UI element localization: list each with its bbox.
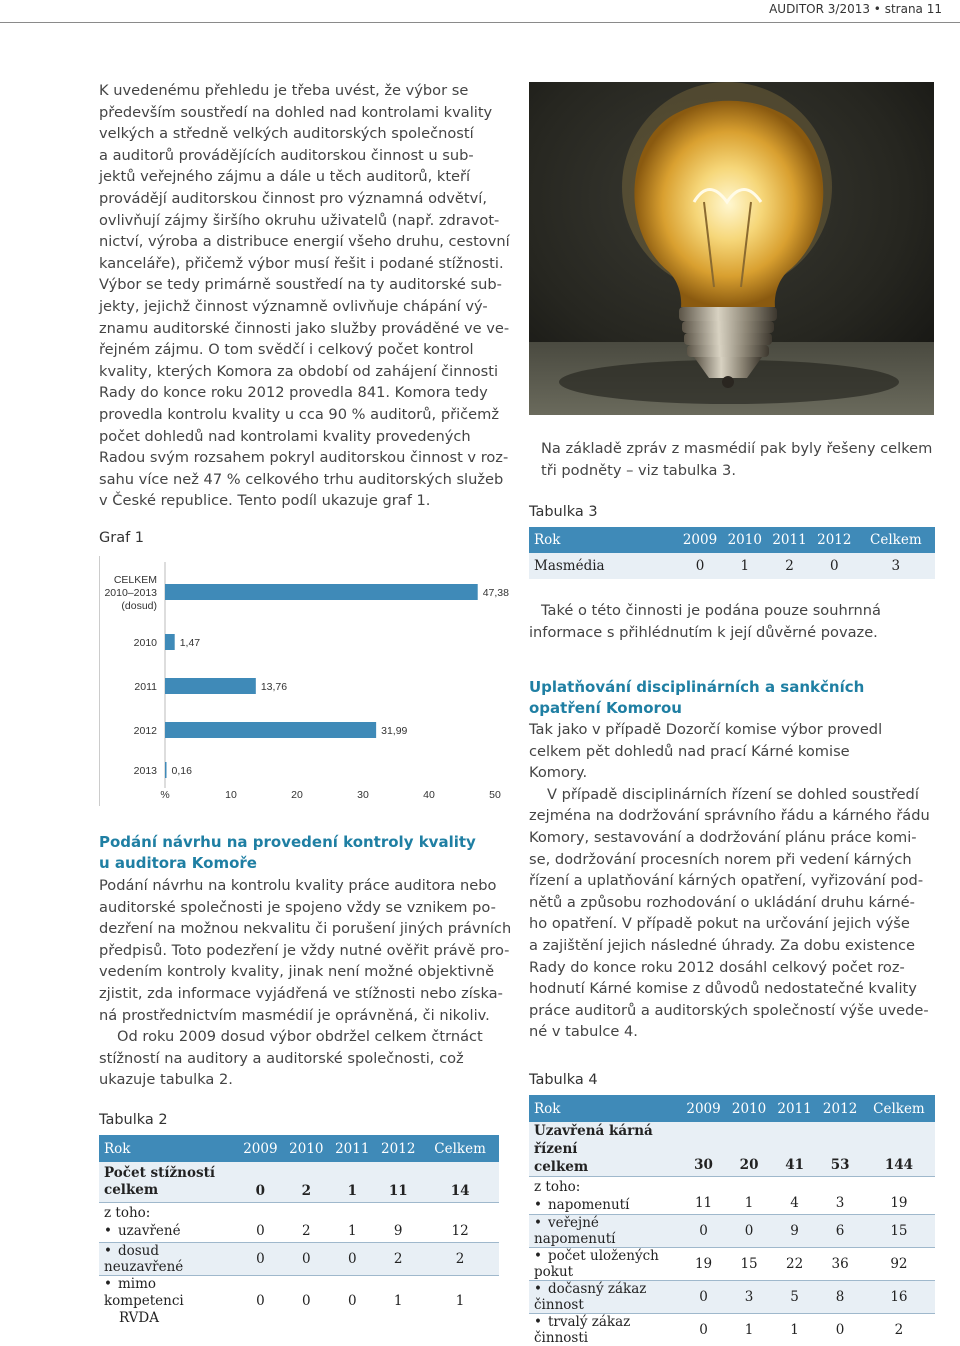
cell: 2 xyxy=(375,1242,421,1275)
cell: 15 xyxy=(726,1248,772,1281)
cell: 2 xyxy=(283,1202,329,1242)
table-row xyxy=(99,1275,499,1327)
x-tick-label: 40 xyxy=(423,789,435,801)
table3 xyxy=(529,527,935,579)
table4-col-rok: Rok xyxy=(529,1095,681,1122)
row-label: • trvalý zákaz činnosti xyxy=(529,1314,681,1346)
cell: 1 xyxy=(726,1314,772,1346)
table3-note: Také o této činnosti je podána pouze souhrnná informace s přihlédnutím k její důvěrné povaze. xyxy=(529,600,951,643)
row-label: Uzavřená kárná řízení celkem xyxy=(529,1122,681,1177)
cell: 11 xyxy=(375,1162,421,1202)
table3-col-celkem: Celkem xyxy=(857,527,935,553)
cell: 2 xyxy=(863,1314,935,1346)
table-row xyxy=(529,1122,935,1177)
cell: 144 xyxy=(863,1122,935,1177)
cell: 3 xyxy=(857,553,935,579)
bar-chart xyxy=(99,556,519,806)
category-label: 2011 xyxy=(134,681,157,693)
cell: 41 xyxy=(772,1122,818,1177)
table4 xyxy=(529,1095,935,1346)
cell: 4 xyxy=(772,1177,818,1215)
cell: 0 xyxy=(817,1314,863,1346)
cell: 30 xyxy=(681,1122,727,1177)
bar-value-label: 31,99 xyxy=(381,725,407,737)
cell: 9 xyxy=(375,1202,421,1242)
table-row xyxy=(529,553,935,579)
section2-heading: Uplatňování disciplinárních a sankčních opatření Komorou xyxy=(529,677,949,719)
cell: 9 xyxy=(772,1215,818,1248)
table-row xyxy=(529,1248,935,1281)
cell: 0 xyxy=(681,1215,727,1248)
lightbulb-photo xyxy=(529,82,934,415)
table3-header-row xyxy=(529,527,935,553)
cell: 92 xyxy=(863,1248,935,1281)
cell: 19 xyxy=(681,1248,727,1281)
category-label: 2012 xyxy=(134,725,158,737)
cell: 20 xyxy=(726,1122,772,1177)
bar-2013 xyxy=(165,762,167,778)
cell: 2 xyxy=(767,553,812,579)
row-label: z toho: • napomenutí xyxy=(529,1177,681,1215)
cell: 36 xyxy=(817,1248,863,1281)
row-label: z toho: • uzavřené xyxy=(99,1202,237,1242)
table3-col-2012: 2012 xyxy=(812,527,857,553)
table3-col-2009: 2009 xyxy=(678,527,723,553)
bar-value-label: 13,76 xyxy=(261,681,287,693)
bar-2010 xyxy=(165,634,175,650)
x-tick-label: 10 xyxy=(225,789,237,801)
table4-col-2009: 2009 xyxy=(681,1095,727,1122)
cell: 1 xyxy=(722,553,767,579)
section1-heading: Podání návrhu na provedení kontroly kvality u auditora Komoře xyxy=(99,832,519,874)
table3-caption: Tabulka 3 xyxy=(529,504,598,520)
x-tick-label: 20 xyxy=(291,789,303,801)
cell: 19 xyxy=(863,1177,935,1215)
graph-caption: Graf 1 xyxy=(99,530,144,546)
bar-value-label: 47,38 xyxy=(483,587,509,599)
cell: 2 xyxy=(283,1162,329,1202)
x-tick-label: 50 xyxy=(489,789,501,801)
cell: 0 xyxy=(237,1162,283,1202)
category-label: CELKEM xyxy=(114,574,157,586)
cell: 16 xyxy=(863,1281,935,1314)
cell: 3 xyxy=(817,1177,863,1215)
table2-caption: Tabulka 2 xyxy=(99,1112,168,1128)
bar-2012 xyxy=(165,722,376,738)
row-label: Počet stížností celkem xyxy=(99,1162,237,1202)
table4-col-2012: 2012 xyxy=(817,1095,863,1122)
row-label: • dosud neuzavřené xyxy=(99,1242,237,1275)
cell: 15 xyxy=(863,1215,935,1248)
cell: 0 xyxy=(237,1202,283,1242)
cell: 0 xyxy=(283,1275,329,1327)
cell: 0 xyxy=(812,553,857,579)
x-tick-label: 30 xyxy=(357,789,369,801)
bar-2011 xyxy=(165,678,256,694)
cell: 2 xyxy=(421,1242,499,1275)
table2-col-2009: 2009 xyxy=(237,1135,283,1162)
table3-col-rok: Rok xyxy=(529,527,678,553)
table-row xyxy=(99,1242,499,1275)
table3-col-2010: 2010 xyxy=(722,527,767,553)
table2-col-2011: 2011 xyxy=(329,1135,375,1162)
cell: 0 xyxy=(681,1281,727,1314)
row-label: • veřejné napomenutí xyxy=(529,1215,681,1248)
table2-col-2012: 2012 xyxy=(375,1135,421,1162)
row-label: • počet uložených pokut xyxy=(529,1248,681,1281)
cell: 5 xyxy=(772,1281,818,1314)
cell: 14 xyxy=(421,1162,499,1202)
table-row xyxy=(99,1162,499,1202)
section2-paragraph: Tak jako v případě Dozorčí komise výbor provedl celkem pět dohledů nad prací Kárné komise Komory. V případě disciplinárních řízení se dohled soustředí zejména na dodržování správního řádu a kárného řádu Komory, sestavování a dodržování plánu práce komi- se, dodržování procesních norem při vedení kárných řízení a uplatňování kárných opatření, vyřizování pod- nětů a způsobu rozhodování o ukládání druhu kárné- ho opatření. V případě pokut na určování jejich výše a zajištění jejich následné úhrady. Za dobu existence Rady do konce roku 2012 dosáhl celkový počet roz- hodnutí Kárné komise z důvodů nedostatečné kvality práce auditorů a auditorských společností výše uvede- né v tabulce 4. xyxy=(529,719,949,1043)
table-row xyxy=(529,1281,935,1314)
cell: 1 xyxy=(421,1275,499,1327)
table2-col-2010: 2010 xyxy=(283,1135,329,1162)
x-axis-label: % xyxy=(160,789,169,801)
cell: 12 xyxy=(421,1202,499,1242)
table4-header-row xyxy=(529,1095,935,1122)
cell: 0 xyxy=(681,1314,727,1346)
cell: 0 xyxy=(678,553,723,579)
intro-paragraph: K uvedenému přehledu je třeba uvést, že výbor se především soustředí na dohled nad kontrolami kvality velkých a středně velkých auditorských společností a auditorů provádějících auditorskou činnost u sub- jektů veřejného zájmu a dále u těch auditorů, kteří provádějí auditorskou činnost pro významná odvětví, ovlivňují zájmy širšího okruhu uživatelů (např. zdravot- nictví, výroba a distribuce energií všeho druhu, cestovní kanceláře), přičemž výbor musí řešit i podané stížnosti. Výbor se tedy primárně soustředí na ty auditorské sub- jekty, jejichž činnost významně ovlivňuje chápání vý- znamu auditorské činnosti jako služby prováděné ve ve- řejném zájmu. O tom svědčí i celkový počet kontrol kvality, kterých Komora za období od zahájení činnosti Rady do konce roku 2012 provedla 841. Komora tedy provedla kontrolu kvality u cca 90 % auditorů, přičemž počet dohledů nad kontrolami kvality provedených Radou svým rozsahem pokryl auditorskou činnost v roz- sahu více než 47 % celkového trhu auditorských služeb v České republice. Tento podíl ukazuje graf 1. xyxy=(99,80,514,512)
cell: 6 xyxy=(817,1215,863,1248)
table2-col-rok: Rok xyxy=(99,1135,237,1162)
table2 xyxy=(99,1135,499,1327)
table4-caption: Tabulka 4 xyxy=(529,1072,598,1088)
table-row xyxy=(529,1215,935,1248)
header-rule xyxy=(0,22,960,23)
table4-col-2011: 2011 xyxy=(772,1095,818,1122)
cell: 1 xyxy=(772,1314,818,1346)
category-label: 2010–2013 xyxy=(104,587,157,599)
cell: 11 xyxy=(681,1177,727,1215)
bar-celkem xyxy=(165,584,478,600)
cell: 1 xyxy=(726,1177,772,1215)
category-label: 2010 xyxy=(134,637,158,649)
table-row xyxy=(529,1177,935,1215)
bar-value-label: 1,47 xyxy=(180,637,201,649)
row-label: • dočasný zákaz činnost xyxy=(529,1281,681,1314)
table-row xyxy=(529,1314,935,1346)
cell: 0 xyxy=(329,1242,375,1275)
row-label: Masmédia xyxy=(529,553,678,579)
page-header: AUDITOR 3/2013 • strana 11 xyxy=(769,2,942,16)
right-intro: Na základě zpráv z masmédií pak byly řešeny celkem tři podněty – viz tabulka 3. xyxy=(541,438,941,481)
category-label: 2013 xyxy=(134,765,158,777)
cell: 8 xyxy=(817,1281,863,1314)
cell: 0 xyxy=(329,1275,375,1327)
cell: 1 xyxy=(329,1202,375,1242)
row-label: • mimo kompetenci RVDA xyxy=(99,1275,237,1327)
cell: 0 xyxy=(726,1215,772,1248)
table4-col-celkem: Celkem xyxy=(863,1095,935,1122)
table3-col-2011: 2011 xyxy=(767,527,812,553)
bar-value-label: 0,16 xyxy=(172,765,193,777)
cell: 1 xyxy=(375,1275,421,1327)
cell: 3 xyxy=(726,1281,772,1314)
table2-header-row xyxy=(99,1135,499,1162)
table2-col-celkem: Celkem xyxy=(421,1135,499,1162)
table-row xyxy=(99,1202,499,1242)
cell: 0 xyxy=(237,1242,283,1275)
cell: 1 xyxy=(329,1162,375,1202)
cell: 53 xyxy=(817,1122,863,1177)
cell: 0 xyxy=(283,1242,329,1275)
category-label: (dosud) xyxy=(121,600,157,612)
section1-paragraph: Podání návrhu na kontrolu kvality práce auditora nebo auditorské společnosti je spojeno vždy se vznikem po- dezření na možnou nekvalitu či porušení jiných právních předpisů. Toto podezření je vždy nutné ověřit právě pro- vedením kontroly kvality, jinak není možné objektivně zjistit, zda informace vyjádřená ve stížnosti nebo získa- ná prostřednictvím masmédií je oprávněná, či nikoliv. Od roku 2009 dosud výbor obdržel celkem čtrnáct stížností na auditory a auditorské společnosti, což ukazuje tabulka 2. xyxy=(99,875,519,1091)
cell: 22 xyxy=(772,1248,818,1281)
table4-col-2010: 2010 xyxy=(726,1095,772,1122)
cell: 0 xyxy=(237,1275,283,1327)
